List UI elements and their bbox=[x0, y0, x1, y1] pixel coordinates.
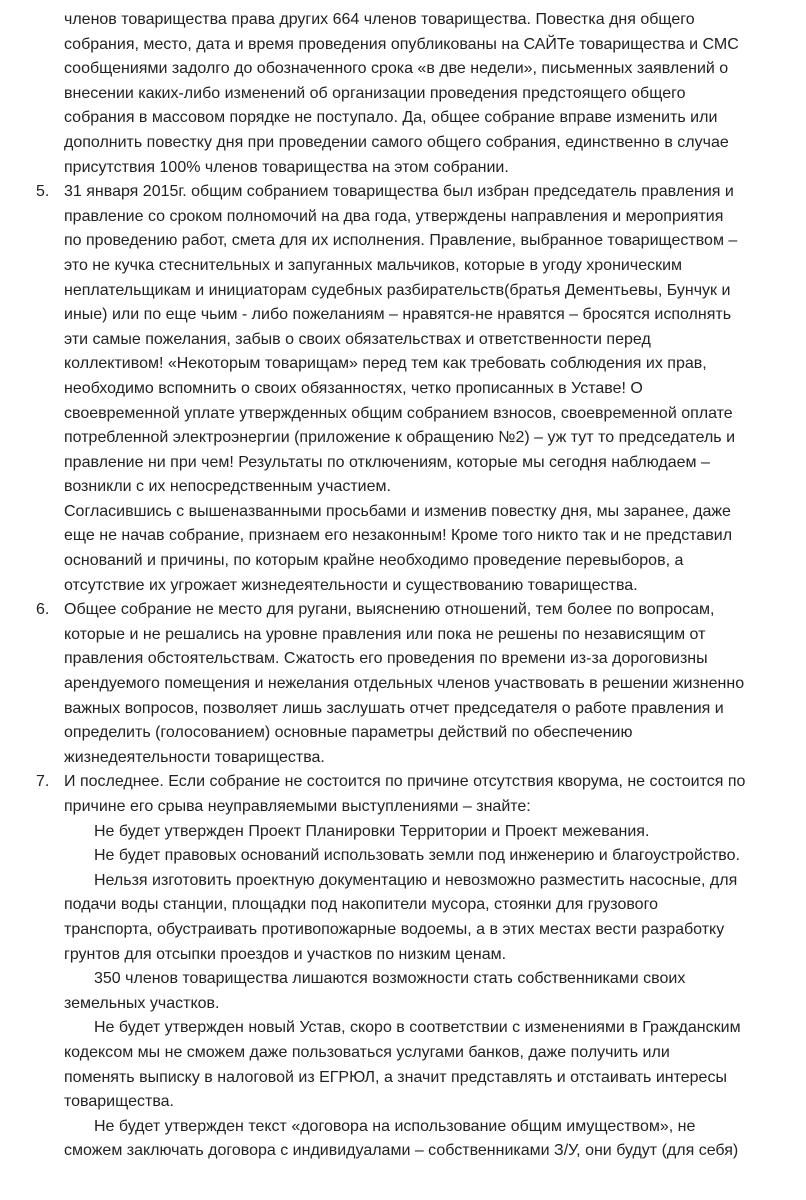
text-line: транспорта, обустраивать противопожарные водоемы, а в этих местах вести разработку bbox=[64, 920, 725, 938]
text-line: поменять выписку в налоговой из ЕГРЮЛ, а значит представлять и отстаивать интересы bbox=[64, 1068, 727, 1086]
consequence-paragraph bbox=[64, 1115, 776, 1164]
text-line: эти самые пожелания, забыв о своих обязательствах и ответственности перед bbox=[64, 330, 651, 348]
text-line: своевременной уплате утвержденных общим собранием взносов, своевременной оплате bbox=[64, 404, 733, 422]
consequences-list bbox=[64, 820, 776, 1164]
text-line: потребленной электроэнергии (приложение к обращению №2) – уж тут то председатель и bbox=[64, 429, 736, 447]
text-line: 350 членов товарищества лишаются возможности стать собственниками своих bbox=[94, 970, 686, 988]
text-line: собрания в массовом порядке не поступало. Да, общее собрание вправе изменить или bbox=[64, 109, 718, 127]
text-line: И последнее. Если собрание не состоится по причине отсутствия кворума, не состоится по bbox=[64, 773, 746, 791]
text-line: определить (голосованием) основные параметры действий по обеспечению bbox=[64, 724, 633, 742]
item-number: 6. bbox=[36, 601, 50, 619]
item-number: 7. bbox=[36, 773, 50, 791]
text-line: коллективом! «Некоторым товарищам» перед тем как требовать соблюдения их прав, bbox=[64, 355, 707, 373]
text-line: правление со сроком полномочий на два года, утверждены направления и мероприятия bbox=[64, 207, 724, 225]
text-line: жизнедеятельности товарищества. bbox=[64, 748, 325, 766]
text-line: членов товарищества права других 664 членов товарищества. Повестка дня общего bbox=[64, 11, 695, 28]
text-line: еще не начав собрание, признаем его незаконным! Кроме того никто так и не представил bbox=[64, 527, 733, 545]
text-line: товарищества. bbox=[64, 1093, 174, 1111]
text-line: причине его срыва неуправляемыми выступлениями – знайте: bbox=[64, 798, 531, 815]
list-item bbox=[36, 770, 776, 819]
text-line: подачи воды станции, площадки под накопители мусора, стоянки для грузового bbox=[64, 896, 658, 914]
text-line: собрания, место, дата и время проведения опубликованы на САЙТе товарищества и СМС bbox=[64, 35, 739, 53]
text-line: сможем заключать договора с индивидуалами – собственниками З/У, они будут (для себя) bbox=[64, 1142, 739, 1160]
text-line: необходимо вспомнить о своих обязанностях, четко прописанных в Уставе! О bbox=[64, 379, 643, 397]
text-line: важных вопросов, позволяет лишь заслушать отчет председателя о работе правления и bbox=[64, 699, 724, 717]
list-item bbox=[36, 180, 776, 598]
text-line: сообщениями задолго до обозначенного срока «в две недели», письменных заявлений о bbox=[64, 60, 729, 78]
text-line: Нельзя изготовить проектную документацию и невозможно разместить насосные, для bbox=[94, 871, 738, 889]
numbered-list bbox=[36, 180, 776, 819]
item-number: 5. bbox=[36, 183, 50, 201]
text-line: дополнить повестку дня при проведении самого общего собрания, единственно в случае bbox=[64, 133, 729, 151]
list-item bbox=[36, 598, 776, 770]
consequence-paragraph bbox=[64, 967, 776, 1016]
consequence-paragraph bbox=[64, 869, 776, 967]
lead-paragraph bbox=[64, 8, 776, 180]
consequence-paragraph bbox=[64, 1016, 776, 1114]
text-line: неплательщикам и инициаторам судебных разбирательств(братья Дементьевы, Бунчук и bbox=[64, 281, 731, 299]
text-line: грунтов для отсыпки проездов и участков по низким ценам. bbox=[64, 945, 507, 963]
text-line: правление ни при чем! Результаты по отключениям, которые мы сегодня наблюдаем – bbox=[64, 453, 710, 471]
text-line: Согласившись с вышеназванными просьбами и изменив повестку дня, мы заранее, даже bbox=[64, 502, 731, 520]
text-line: присутствия 100% членов товарищества на этом собрании. bbox=[64, 158, 509, 176]
text-line: кодексом мы не сможем даже пользоваться услугами банков, даже получить или bbox=[64, 1043, 670, 1061]
text-line: внесении каких-либо изменений об организации проведения предстоящего общего bbox=[64, 84, 686, 102]
text-line: арендуемого помещения и нежелания отдельных членов участвовать в решении жизненно bbox=[64, 675, 745, 693]
text-line: которые и не решались на уровне правления или пока не решены по независящим от bbox=[64, 625, 706, 643]
text-line: по проведению работ, смета для их исполнения. Правление, выбранное товариществом – bbox=[64, 232, 738, 250]
text-line: оснований и причины, по которым крайне необходимо проведение перевыборов, а bbox=[64, 552, 684, 570]
text-line: Не будет правовых оснований использовать земли под инженерию и благоустройство. bbox=[94, 847, 740, 865]
text-line: это не кучка стеснительных и запуганных мальчиков, которые в угоду хроническим bbox=[64, 256, 683, 274]
text-line: правления обстоятельствам. Сжатость его проведения по времени из-за дороговизны bbox=[64, 650, 708, 668]
text-line: Не будет утвержден новый Устав, скоро в соответствии с изменениями в Гражданским bbox=[94, 1019, 741, 1037]
consequence-paragraph bbox=[64, 820, 776, 845]
text-line: Не будет утвержден текст «договора на использование общим имуществом», не bbox=[94, 1117, 696, 1135]
text-line: возникли с их непосредственным участием. bbox=[64, 478, 391, 496]
text-line: 31 января 2015г. общим собранием товарищества был избран председатель правления и bbox=[64, 183, 734, 201]
text-line: иные) или по еще чьим - либо пожеланиям – нравятся-не нравятся – бросятся исполнять bbox=[64, 306, 732, 324]
text-line: отсутствие их угрожает жизнедеятельности и существованию товарищества. bbox=[64, 576, 638, 594]
text-line: Не будет утвержден Проект Планировки Территории и Проект межевания. bbox=[94, 822, 650, 840]
text-line: земельных участков. bbox=[64, 994, 220, 1012]
consequence-paragraph bbox=[64, 844, 776, 869]
text-line: Общее собрание не место для ругани, выяснению отношений, тем более по вопросам, bbox=[64, 601, 715, 619]
